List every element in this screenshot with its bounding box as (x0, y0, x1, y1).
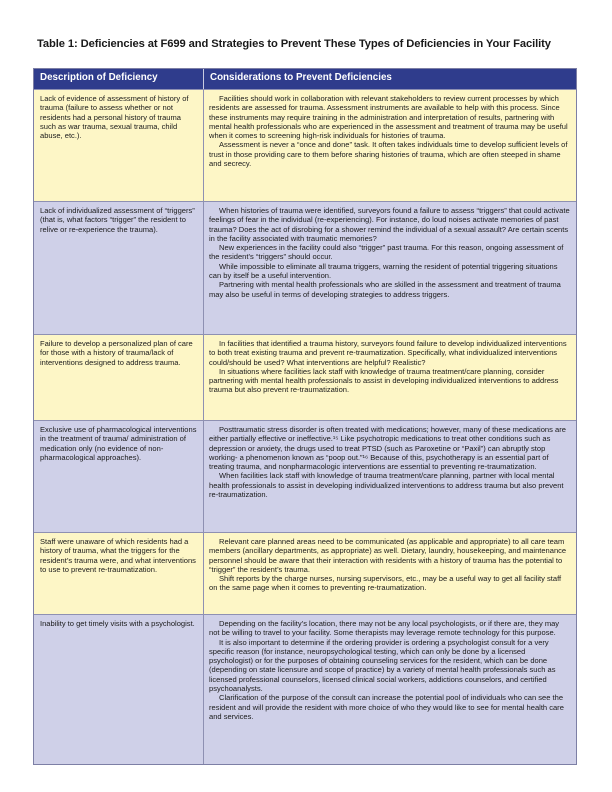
row-description: Failure to develop a personalized plan of care for those with a history of trauma/lack of interventions designed to address trauma. (34, 335, 204, 420)
consideration-paragraph: Depending on the facility’s location, there may not be any local psychologists, or if there are, they may not be willing to travel to your facility. Some therapists may leverage remote technology for this purpose. (209, 619, 560, 638)
row-considerations (204, 421, 576, 532)
row-description: Lack of individualized assessment of “triggers” (that is, what factors “trigger” the resident to relive or re-experience the trauma). (34, 202, 204, 334)
table-row (34, 334, 576, 420)
row-description: Lack of evidence of assessment of history of trauma (failure to assess whether or not residents had a personal history of trauma such as war trauma, sexual trauma, child abuse, etc.). (34, 90, 204, 201)
consideration-paragraph: Assessment is never a “once and done” task. It often takes individuals time to develop sufficient levels of trust in those providing care to them before sharing histories of trauma, which are often steeped in shame and secrecy. (209, 140, 568, 169)
table-header (34, 69, 576, 89)
row-considerations (204, 90, 576, 201)
row-considerations (204, 615, 576, 764)
consideration-paragraph: New experiences in the facility could also “trigger” past trauma. For this reason, ongoing assessment of the resident’s “triggers” should occur. (209, 243, 564, 262)
row-considerations (204, 335, 576, 420)
row-considerations (204, 533, 576, 614)
header-description: Description of Deficiency (34, 69, 204, 89)
consideration-paragraph: Partnering with mental health professionals who are skilled in the assessment and treatment of trauma may also be useful in terms of developing strategies to address triggers. (209, 280, 561, 299)
consideration-paragraph: While impossible to eliminate all trauma triggers, warning the resident of potential triggering situations can by itself be a useful intervention. (209, 261, 558, 281)
consideration-paragraph: In situations where facilities lack staff with knowledge of trauma treatment/care planning, consider partnering with mental health professionals to assist in developing individualized interventions to address trauma but also prevent re-traumatization. (209, 366, 559, 395)
table-title: Table 1: Deficiencies at F699 and Strategies to Prevent These Types of Deficiencies in Your Facility (37, 38, 551, 50)
consideration-paragraph: Shift reports by the charge nurses, nursing supervisors, etc., may be a useful way to get all facility staff on the same page when it comes to preventing re-traumatization. (209, 574, 562, 593)
consideration-paragraph: In facilities that identified a trauma history, surveyors found failure to develop individualized interventions to both treat existing trauma and prevent re-traumatization. Specifically, what individualized interventions could/should be used? What interventions are helpful? Realistic? (209, 339, 567, 367)
deficiency-table (33, 68, 577, 765)
consideration-paragraph: Clarification of the purpose of the consult can increase the potential pool of individuals who can see the resident and will provide the resident with more choice of who they would like to see for mental health care and services. (209, 693, 564, 721)
header-considerations: Considerations to Prevent Deficiencies (210, 72, 392, 83)
consideration-paragraph: When facilities lack staff with knowledge of trauma treatment/care planning, partner with local mental health professionals to assist in developing individualized interventions to address trauma but also prevent re-traumatization. (209, 471, 564, 500)
row-description: Staff were unaware of which residents had a history of trauma, what the triggers for the resident’s trauma were, and what interventions to use to prevent re-traumatization. (34, 533, 204, 614)
consideration-paragraph: Posttraumatic stress disorder is often treated with medications; however, many of these medications are either partially effective or ineffective.¹⁵ Like psychotropic medications to treat other conditions such as depression or anxiety, the drugs used to treat PTSD (such as Paroxetine or “Paxil”) can abruptly stop working- a phenomenon known as “poop out.”¹⁶ Because of this, psychotherapy is an essential part of treating trauma, and nonpharmacologic interventions are essential to preventing re-traumatization. (209, 425, 566, 472)
row-description: Inability to get timely visits with a psychologist. (34, 615, 204, 764)
table-row (34, 614, 576, 764)
consideration-paragraph: When histories of trauma were identified, surveyors found a failure to assess “triggers” that could activate feelings of fear in the individual (re-experiencing). For instance, do loud noises activate memories of past trauma? Does the act of disrobing for a shower remind the individual of a sexual assault? Are certain scents in the facility associated with traumatic memories? (209, 206, 570, 243)
table-row (34, 89, 576, 201)
table-row (34, 532, 576, 614)
row-considerations (204, 202, 576, 334)
consideration-paragraph: Relevant care planned areas need to be communicated (as applicable and appropriate) to all care team members (ancillary departments, as appropriate) as well. Dietary, laundry, housekeeping, and maintenance personnel should be aware that their interaction with residents with a history of trauma has the potential to “trigger” the resident’s trauma. (209, 537, 567, 574)
consideration-paragraph: It is also important to determine if the ordering provider is ordering a psychologist consult for a very specific reason (for instance, neuropsychological testing, which can only be done by a licensed psychologist) or for the purposes of obtaining counseling services for the resident, which can be done (depending on state licensure and scope of practice) by a variety of mental health professionals such as licensed professional counselors, licensed clinical social workers, addictions counselors, and certified psychoanalysts. (209, 637, 556, 694)
table-row (34, 420, 576, 532)
table-row (34, 201, 576, 334)
row-description: Exclusive use of pharmacological interventions in the treatment of trauma/ administration of medication only (no evidence of non-pharmacological approaches). (34, 421, 204, 532)
consideration-paragraph: Facilities should work in collaboration with relevant stakeholders to review current processes by which residents are assessed for trauma. Assessment instruments are available to help with this process. Since these instruments may require training in the administration and interpretation of results, partnering with mental health professionals who are experienced in the assessment and treatment of trauma may be useful when it comes to screening high-risk individuals for histories of trauma. (209, 94, 568, 141)
